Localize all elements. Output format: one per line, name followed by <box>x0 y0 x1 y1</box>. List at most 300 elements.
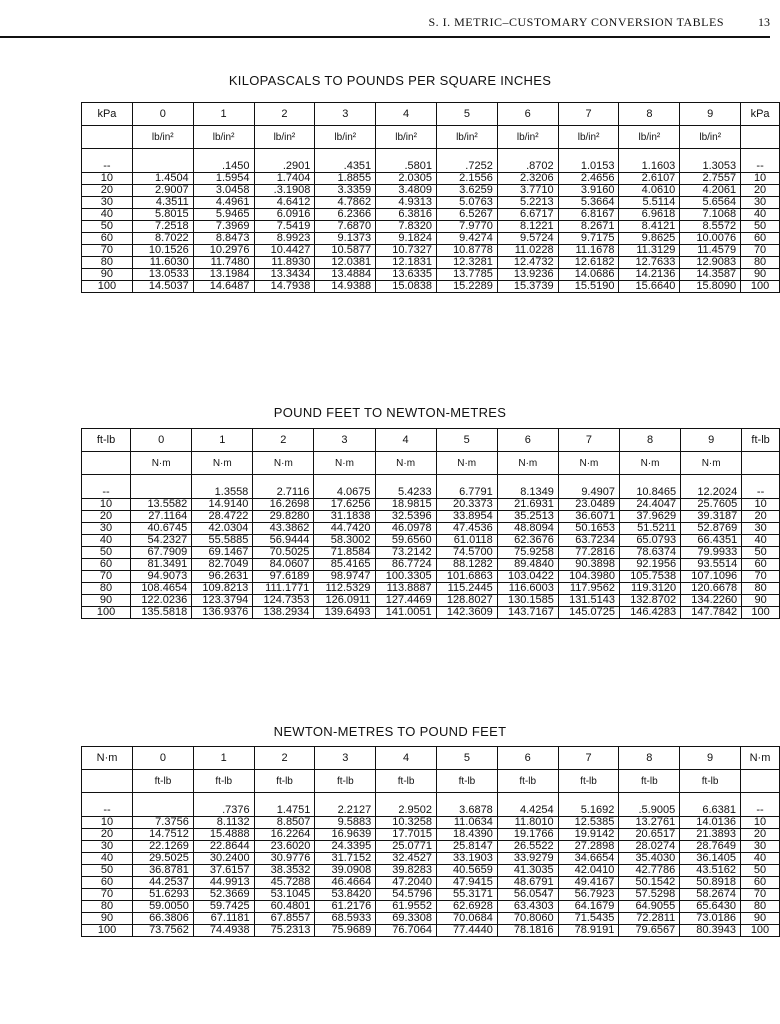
row-label: -- <box>741 805 780 817</box>
table-cell: 7.8320 <box>376 221 437 233</box>
unit-label: lb/in² <box>437 126 498 149</box>
row-label: 40 <box>82 853 133 865</box>
row-label: 10 <box>82 817 133 829</box>
column-header: 6 <box>497 747 558 770</box>
table-cell: 16.2264 <box>254 829 315 841</box>
table-title: POUND FEET TO NEWTON-METRES <box>273 405 507 420</box>
table-cell: 126.0911 <box>314 595 375 607</box>
table-cell: 9.5724 <box>497 233 558 245</box>
row-label: 30 <box>82 841 133 853</box>
table-cell: 1.4751 <box>254 805 315 817</box>
row-label: 20 <box>741 829 780 841</box>
table-cell: 61.0118 <box>436 535 497 547</box>
table-cell: 64.9055 <box>619 901 680 913</box>
row-label: 100 <box>82 925 133 937</box>
table-cell: 15.4888 <box>193 829 254 841</box>
table-cell: 104.3980 <box>558 571 619 583</box>
table-cell: 7.9770 <box>437 221 498 233</box>
row-label: 100 <box>741 281 780 293</box>
side-unit-label: ft-lb <box>742 429 780 452</box>
table-cell: .2901 <box>254 161 315 173</box>
table-cell: 10.5877 <box>315 245 376 257</box>
conversion-table <box>81 102 780 293</box>
table-cell: 147.7842 <box>681 607 742 619</box>
table-cell: 73.0186 <box>680 913 741 925</box>
table-cell: 29.5025 <box>133 853 194 865</box>
table-cell: 49.4167 <box>558 877 619 889</box>
table-cell: 55.5885 <box>192 535 253 547</box>
header-row <box>82 747 780 770</box>
table-cell: 26.5522 <box>497 841 558 853</box>
unit-label: N·m <box>192 452 253 475</box>
row-label: 60 <box>741 233 780 245</box>
table-cell <box>133 805 194 817</box>
table-cell: 77.4440 <box>437 925 498 937</box>
table-cell: 39.0908 <box>315 865 376 877</box>
table-cell: 117.9562 <box>558 583 619 595</box>
column-header: 6 <box>497 429 558 452</box>
table-cell: 93.5514 <box>681 559 742 571</box>
table-cell: 6.3816 <box>376 209 437 221</box>
column-header: 5 <box>436 429 497 452</box>
page-number: 13 <box>758 15 770 29</box>
table-title: KILOPASCALS TO POUNDS PER SQUARE INCHES <box>228 73 552 88</box>
table-cell: 33.9279 <box>497 853 558 865</box>
table-cell: 9.1824 <box>376 233 437 245</box>
table-cell: 31.1838 <box>314 511 375 523</box>
empty-cell <box>82 770 133 793</box>
table-cell: 32.5396 <box>375 511 436 523</box>
column-header: 0 <box>133 747 194 770</box>
table-cell: 105.7538 <box>619 571 680 583</box>
table-cell: 13.2761 <box>619 817 680 829</box>
row-label: 20 <box>82 185 133 197</box>
row-label: 70 <box>82 889 133 901</box>
table-cell: 13.5582 <box>131 499 192 511</box>
table-cell: 14.7938 <box>254 281 315 293</box>
table-row <box>82 877 780 889</box>
table-cell: 113.8887 <box>375 583 436 595</box>
table-cell: 10.1526 <box>132 245 193 257</box>
table-cell: 14.3587 <box>680 269 741 281</box>
table-cell: 44.9913 <box>193 877 254 889</box>
table-cell: 41.3035 <box>497 865 558 877</box>
table-cell: 74.4938 <box>193 925 254 937</box>
table-cell: 32.4527 <box>376 853 437 865</box>
table-cell: 48.6791 <box>497 877 558 889</box>
row-label: -- <box>82 805 133 817</box>
table-cell: 7.2518 <box>132 221 193 233</box>
table-cell: 44.7420 <box>314 523 375 535</box>
table-cell: 13.3434 <box>254 269 315 281</box>
unit-label: N·m <box>497 452 558 475</box>
table-cell: 28.0274 <box>619 841 680 853</box>
table-cell: 37.6157 <box>193 865 254 877</box>
table-cell: 61.9552 <box>376 901 437 913</box>
table-cell: 10.7327 <box>376 245 437 257</box>
table-cell: 47.4536 <box>436 523 497 535</box>
table-cell: 15.5190 <box>558 281 619 293</box>
table-cell: 13.6335 <box>376 269 437 281</box>
table-cell: 24.3395 <box>315 841 376 853</box>
table-cell: 2.7557 <box>680 173 741 185</box>
table-cell: 18.9815 <box>375 499 436 511</box>
table-row <box>82 523 780 535</box>
row-label: 60 <box>82 559 131 571</box>
table-cell: 8.1349 <box>497 487 558 499</box>
column-header: 4 <box>376 103 437 126</box>
table-cell: 63.4303 <box>497 901 558 913</box>
table-row <box>82 571 780 583</box>
table-cell: 5.6564 <box>680 197 741 209</box>
table-cell: 25.7605 <box>681 499 742 511</box>
column-header: 0 <box>132 103 193 126</box>
column-header: 5 <box>437 103 498 126</box>
empty-cell <box>742 452 780 475</box>
table-cell: 39.3187 <box>681 511 742 523</box>
table-row <box>82 161 780 173</box>
table-row <box>82 221 780 233</box>
table-row <box>82 595 780 607</box>
table-cell: 66.3806 <box>133 913 194 925</box>
table-cell: 98.9747 <box>314 571 375 583</box>
table-cell: 72.2811 <box>619 913 680 925</box>
table-cell: 36.8781 <box>133 865 194 877</box>
table-cell: 3.3359 <box>315 185 376 197</box>
table-cell: 128.8027 <box>436 595 497 607</box>
table-cell: .7252 <box>437 161 498 173</box>
table-cell: 59.0050 <box>133 901 194 913</box>
table-row <box>82 511 780 523</box>
table-cell: 86.7724 <box>375 559 436 571</box>
table-cell: 71.5435 <box>558 913 619 925</box>
table-cell: 3.4809 <box>376 185 437 197</box>
table-cell: 19.9142 <box>558 829 619 841</box>
table-cell: 8.1132 <box>193 817 254 829</box>
table-cell: 123.3794 <box>192 595 253 607</box>
row-label: 20 <box>742 511 780 523</box>
table-cell: 11.8930 <box>254 257 315 269</box>
table-cell: 30.2400 <box>193 853 254 865</box>
table-cell: 4.7862 <box>315 197 376 209</box>
table-cell: .4351 <box>315 161 376 173</box>
table-cell: 2.0305 <box>376 173 437 185</box>
table-cell: 9.5883 <box>315 817 376 829</box>
table-cell: 42.7786 <box>619 865 680 877</box>
table-cell: 15.6640 <box>619 281 680 293</box>
table-cell: 13.0533 <box>132 269 193 281</box>
table-cell: 146.4283 <box>619 607 680 619</box>
row-label: 40 <box>742 535 780 547</box>
table-cell: 51.5211 <box>619 523 680 535</box>
table-cell: 12.2024 <box>681 487 742 499</box>
table-cell: 17.7015 <box>376 829 437 841</box>
empty-cell <box>133 793 194 806</box>
row-label: 30 <box>82 523 131 535</box>
table-cell: 8.9923 <box>254 233 315 245</box>
table-cell: 4.9313 <box>376 197 437 209</box>
table-cell: 3.9160 <box>558 185 619 197</box>
unit-label: ft-lb <box>254 770 315 793</box>
table-cell: 5.1692 <box>558 805 619 817</box>
table-cell: 50.1542 <box>619 877 680 889</box>
table-cell: 12.9083 <box>680 257 741 269</box>
table-cell: 48.8094 <box>497 523 558 535</box>
table-cell: 84.0607 <box>253 559 314 571</box>
table-cell: 46.4664 <box>315 877 376 889</box>
table-cell: 79.6567 <box>619 925 680 937</box>
row-label: -- <box>741 161 780 173</box>
table-cell: 5.3664 <box>558 197 619 209</box>
table-cell: 59.7425 <box>193 901 254 913</box>
table-cell: 2.3206 <box>497 173 558 185</box>
table-cell: 78.6374 <box>619 547 680 559</box>
row-label: 10 <box>741 817 780 829</box>
row-label: 100 <box>742 607 780 619</box>
row-label: 80 <box>741 901 780 913</box>
table-cell: 8.1221 <box>497 221 558 233</box>
table-cell: 71.8584 <box>314 547 375 559</box>
column-header: 9 <box>681 429 742 452</box>
table-cell: 62.3676 <box>497 535 558 547</box>
empty-cell <box>82 452 131 475</box>
table-cell: 6.5267 <box>437 209 498 221</box>
table-cell: 14.0686 <box>558 269 619 281</box>
table-cell: 75.2313 <box>254 925 315 937</box>
column-header: 5 <box>437 747 498 770</box>
table-cell: 56.7923 <box>558 889 619 901</box>
unit-label: lb/in² <box>558 126 619 149</box>
unit-label: N·m <box>375 452 436 475</box>
table-cell: 42.0410 <box>558 865 619 877</box>
table-cell: 89.4840 <box>497 559 558 571</box>
table-row <box>82 257 780 269</box>
table-cell: 16.9639 <box>315 829 376 841</box>
row-label: 10 <box>742 499 780 511</box>
table-cell: 15.8090 <box>680 281 741 293</box>
table-cell: 5.0763 <box>437 197 498 209</box>
table-cell: 37.9629 <box>619 511 680 523</box>
table-cell: 1.4504 <box>132 173 193 185</box>
table-cell: 1.0153 <box>558 161 619 173</box>
table-cell: 103.0422 <box>497 571 558 583</box>
table-cell: 85.4165 <box>314 559 375 571</box>
table-cell: 27.2898 <box>558 841 619 853</box>
table-cell: 50.1653 <box>558 523 619 535</box>
column-header: 2 <box>254 103 315 126</box>
table-row <box>82 853 780 865</box>
table-cell: .5801 <box>376 161 437 173</box>
table-cell: 6.6717 <box>497 209 558 221</box>
table-cell: 97.6189 <box>253 571 314 583</box>
table-cell: 3.6259 <box>437 185 498 197</box>
table-row <box>82 925 780 937</box>
table-cell: 136.9376 <box>192 607 253 619</box>
table-cell: 112.5329 <box>314 583 375 595</box>
table-cell: 3.0458 <box>193 185 254 197</box>
row-label: 20 <box>82 511 131 523</box>
table-cell: 25.8147 <box>437 841 498 853</box>
table-cell: 138.2934 <box>253 607 314 619</box>
table-cell: 42.0304 <box>192 523 253 535</box>
table-cell: 13.7785 <box>437 269 498 281</box>
table-cell: 11.6030 <box>132 257 193 269</box>
table-row <box>82 829 780 841</box>
table-cell: 75.9689 <box>315 925 376 937</box>
table-cell: 8.8507 <box>254 817 315 829</box>
table-cell: 43.5162 <box>680 865 741 877</box>
column-header: 4 <box>375 429 436 452</box>
table-cell: 79.9933 <box>681 547 742 559</box>
table-row <box>82 245 780 257</box>
table-cell: 18.4390 <box>437 829 498 841</box>
table-cell: 14.9140 <box>192 499 253 511</box>
column-header: 4 <box>376 747 437 770</box>
table-cell: 13.9236 <box>497 269 558 281</box>
row-label: 90 <box>741 269 780 281</box>
table-cell: 8.8473 <box>193 233 254 245</box>
table-cell: 51.6293 <box>133 889 194 901</box>
table-cell: 3.7710 <box>497 185 558 197</box>
unit-label: lb/in² <box>680 126 741 149</box>
table-cell: 65.0793 <box>619 535 680 547</box>
row-label: 80 <box>742 583 780 595</box>
table-cell: 122.0236 <box>131 595 192 607</box>
table-cell: 1.1603 <box>619 161 680 173</box>
table-cell: 1.3558 <box>192 487 253 499</box>
table-cell: 130.1585 <box>497 595 558 607</box>
table-cell: 12.1831 <box>376 257 437 269</box>
table-cell: 127.4469 <box>375 595 436 607</box>
unit-label: N·m <box>253 452 314 475</box>
table-cell: 92.1956 <box>619 559 680 571</box>
table-cell: 2.6107 <box>619 173 680 185</box>
row-label: 90 <box>82 595 131 607</box>
table-cell: 67.1181 <box>193 913 254 925</box>
column-header: 1 <box>192 429 253 452</box>
empty-cell <box>131 475 192 488</box>
table-cell: 11.8010 <box>497 817 558 829</box>
table-cell: 2.4656 <box>558 173 619 185</box>
table-row <box>82 233 780 245</box>
table-cell: 12.6182 <box>558 257 619 269</box>
table-cell: 4.4961 <box>193 197 254 209</box>
unit-row <box>82 452 780 475</box>
unit-label: ft-lb <box>193 770 254 793</box>
table-cell: 67.7909 <box>131 547 192 559</box>
unit-label: N·m <box>314 452 375 475</box>
column-header: 3 <box>314 429 375 452</box>
table-row <box>82 559 780 571</box>
table-cell: 88.1282 <box>436 559 497 571</box>
unit-label: ft-lb <box>680 770 741 793</box>
table-cell: 35.4030 <box>619 853 680 865</box>
side-unit-label: N·m <box>82 747 133 770</box>
table-cell: 75.9258 <box>497 547 558 559</box>
table-cell: 23.0489 <box>558 499 619 511</box>
table-cell: 40.6745 <box>131 523 192 535</box>
column-header: 8 <box>619 103 680 126</box>
table-cell: 7.6870 <box>315 221 376 233</box>
table-cell: 6.9618 <box>619 209 680 221</box>
table-cell: 142.3609 <box>436 607 497 619</box>
table-cell: 4.3511 <box>132 197 193 209</box>
row-label: 30 <box>742 523 780 535</box>
table-cell: 10.2976 <box>193 245 254 257</box>
table-cell: .5.9005 <box>619 805 680 817</box>
table-cell: 6.6381 <box>680 805 741 817</box>
row-label: 40 <box>82 535 131 547</box>
table-cell: 78.1816 <box>497 925 558 937</box>
table-cell: 25.0771 <box>376 841 437 853</box>
column-header: 2 <box>254 747 315 770</box>
empty-cell <box>741 126 780 149</box>
row-label: 60 <box>82 877 133 889</box>
table-cell: 53.1045 <box>254 889 315 901</box>
table-cell: 11.7480 <box>193 257 254 269</box>
table-cell: 11.0634 <box>437 817 498 829</box>
table-cell: 11.1678 <box>558 245 619 257</box>
table-cell: 10.0076 <box>680 233 741 245</box>
table-cell: 47.9415 <box>437 877 498 889</box>
unit-row <box>82 770 780 793</box>
table-cell: 33.8954 <box>436 511 497 523</box>
table-cell: 109.8213 <box>192 583 253 595</box>
table-cell: 143.7167 <box>497 607 558 619</box>
column-header: 8 <box>619 747 680 770</box>
table-cell: 78.9191 <box>558 925 619 937</box>
table-cell: 12.3281 <box>437 257 498 269</box>
table-cell: 14.5037 <box>132 281 193 293</box>
conversion-table <box>81 746 780 937</box>
row-label: 30 <box>741 197 780 209</box>
table-cell: 69.3308 <box>376 913 437 925</box>
table-cell: 12.7633 <box>619 257 680 269</box>
table-cell: 54.2327 <box>131 535 192 547</box>
table-cell: 4.2061 <box>680 185 741 197</box>
table-cell: 58.2674 <box>680 889 741 901</box>
unit-label: N·m <box>558 452 619 475</box>
row-label: 10 <box>82 173 133 185</box>
table-cell: 7.3756 <box>133 817 194 829</box>
unit-label: lb/in² <box>193 126 254 149</box>
table-cell: 24.4047 <box>619 499 680 511</box>
unit-label: N·m <box>619 452 680 475</box>
table-cell: 28.7649 <box>680 841 741 853</box>
unit-label: lb/in² <box>132 126 193 149</box>
table-cell: 20.6517 <box>619 829 680 841</box>
table-cell: 111.1771 <box>253 583 314 595</box>
table-cell: 6.2366 <box>315 209 376 221</box>
table-cell: 2.2127 <box>315 805 376 817</box>
column-header: 3 <box>315 103 376 126</box>
column-header: 7 <box>558 747 619 770</box>
table-cell: 77.2816 <box>558 547 619 559</box>
table-row <box>82 535 780 547</box>
side-unit-label: kPa <box>741 103 780 126</box>
table-cell: 31.7152 <box>315 853 376 865</box>
unit-label: N·m <box>681 452 742 475</box>
row-label: 100 <box>82 607 131 619</box>
table-cell: 7.3969 <box>193 221 254 233</box>
unit-label: lb/in² <box>619 126 680 149</box>
table-cell: 30.9776 <box>254 853 315 865</box>
table-cell: 12.4732 <box>497 257 558 269</box>
table-row <box>82 281 780 293</box>
table-cell: 2.7116 <box>253 487 314 499</box>
unit-label: N·m <box>131 452 192 475</box>
table-cell <box>131 487 192 499</box>
